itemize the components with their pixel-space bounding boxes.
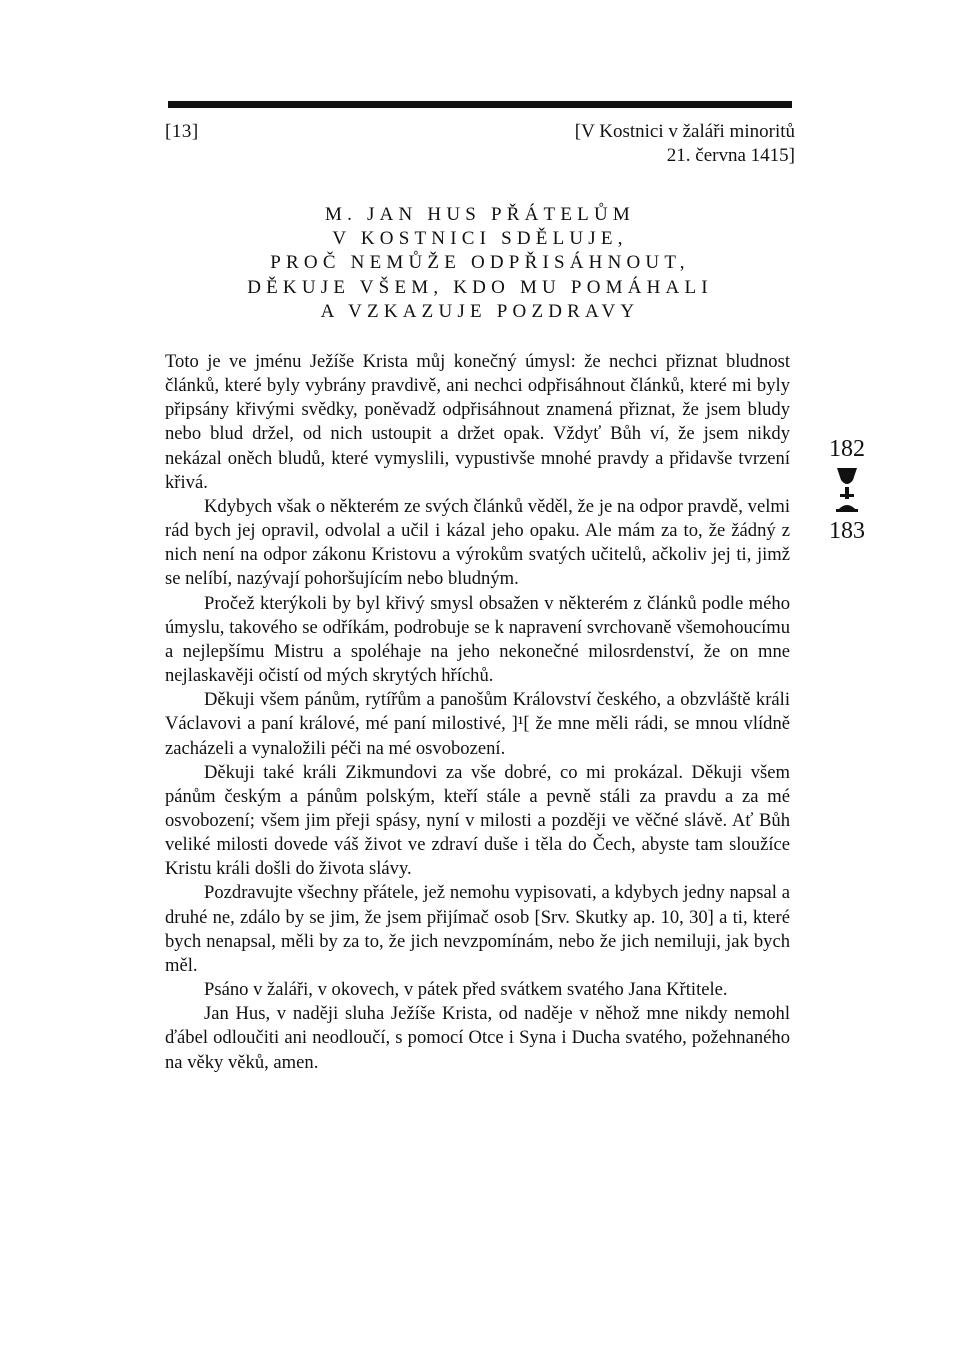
title-line: M. JAN HUS PŘÁTELŮM xyxy=(325,204,635,225)
letter-body xyxy=(165,350,790,1075)
title-line: PROČ NEMŮŽE ODPŘISÁHNOUT, xyxy=(270,252,690,274)
title-line: DĚKUJE VŠEM, KDO MU POMÁHALI xyxy=(247,276,713,298)
title-line: A VZKAZUJE POZDRAVY xyxy=(320,300,640,322)
paragraph: Kdybych však o některém ze svých článků věděl, že je na odpor pravdě, velmi rád bych jej opravil, odvolal a učil i kázal jeho opaku. Ale mám za to, že žádný z nich není na odpor zákonu Kristovu a výrokům svatých učitelů, ačkoliv jej ti, jimž se nelíbí, nazývají pohoršujícím nebo bludným. xyxy=(165,495,790,590)
letter-title xyxy=(165,203,795,324)
paragraph: Děkuji také králi Zikmundovi za vše dobré, co mi prokázal. Děkuji všem pánům českým a pánům polským, kteří stále a pevně stáli za pravdu a za mé osvobození; všem jim přeji spásy, nyní v milosti a později ve věčné slávě. Ať Bůh veliké milosti dovede váš život ve zdraví duše i těla do Čech, abyste tam sloužíce Kristu králi došli do života slávy. xyxy=(165,761,790,880)
paragraph: Pročež kterýkoli by byl křivý smysl obsažen v některém z článků podle mého úmyslu, takového se odříkám, podrobuje se k napravení svrchovaně všemohoucímu a nejlepšímu Mistru a spoléhaje na jeho nekonečné milosrdenství, že on mne nejlaskavěji očistí od mých skrytých hříchů. xyxy=(165,592,790,687)
margin-page-to: 183 xyxy=(829,518,865,544)
top-rule xyxy=(168,101,792,108)
place-line: [V Kostnici v žaláři minoritů xyxy=(574,121,795,142)
place-and-date xyxy=(475,120,795,168)
paragraph: Jan Hus, v naději sluha Ježíše Krista, od naděje v něhož mne nikdy nemohl ďábel odloučiti ani neodloučí, s pomocí Otce i Syna i Ducha svatého, požehnaného na věky věků, amen. xyxy=(165,1003,790,1073)
paragraph: Toto je ve jménu Ježíše Krista můj konečný úmysl: že nechci přiznat bludnost článků, které byly vybrány pravdivě, ani nechci odpřisáhnout článků, které mi byly připsány křivými svědky, poněvadž odpřisáhnout znamená přiznat, že jsem bludy nebo blud držel, od nich ustoupit a držet opak. Vždyť Bůh ví, že jsem nikdy nekázal oněch bludů, které vymyslili, vypustivše mnohé pravdy a přidavše tvrzení křivá. xyxy=(165,351,790,493)
paragraph: Děkuji všem pánům, rytířům a panošům Království českého, a obzvláště králi Václavovi a paní králové, mé paní milostivé, ]¹[ že mne měli rádi, se mnou vlídně zacházeli a vynaložili péči na mé osvobození. xyxy=(165,689,790,759)
paragraph: Psáno v žaláři, v okovech, v pátek před svátkem svatého Jana Křtitele. xyxy=(204,979,728,1001)
margin-page-marker xyxy=(812,436,882,544)
margin-page-from: 182 xyxy=(829,436,865,462)
title-line: V KOSTNICI SDĚLUJE, xyxy=(332,228,628,250)
paragraph: Pozdravujte všechny přátele, jež nemohu vypisovati, a kdybych jedny napsal a druhé ne, zdálo by se jim, že jsem přijímač osob [Srv. Skutky ap. 10, 30] a ti, které bych nenapsal, měli by za to, že jich nevzpomínám, nebo že jich nemiluji, jak bych měl. xyxy=(165,882,790,976)
chalice-icon xyxy=(834,466,860,514)
date-line: 21. června 1415] xyxy=(666,145,795,166)
page-reference: [13] xyxy=(165,121,199,142)
